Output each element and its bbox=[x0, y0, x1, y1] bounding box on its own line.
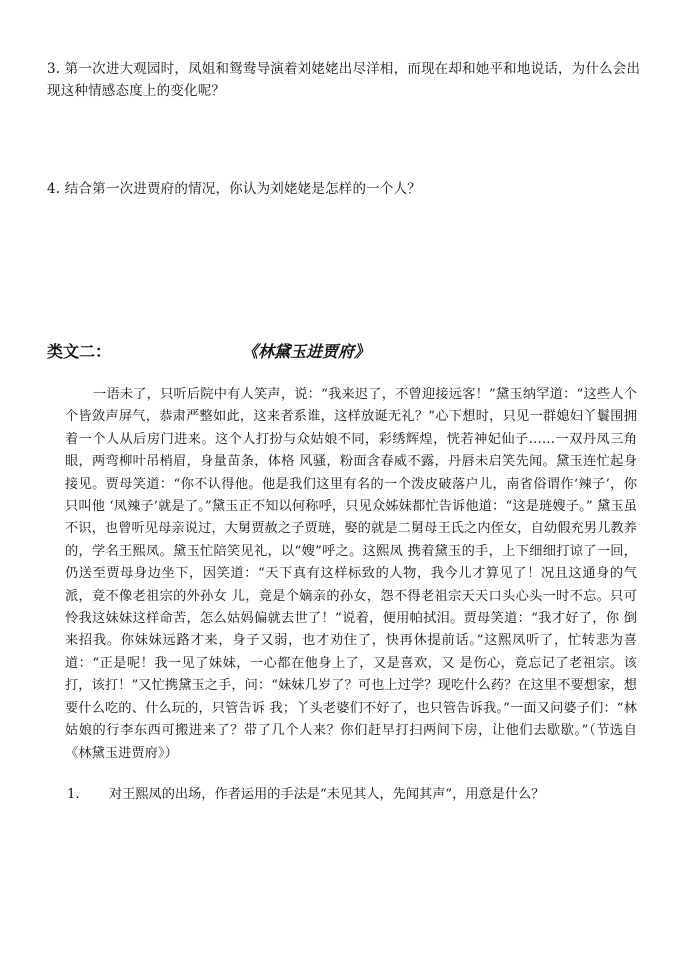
question-4: 4. 结合第一次进贾府的情况，你认为刘姥姥是怎样的一个人？ bbox=[47, 181, 421, 197]
section-label: 类文二： bbox=[47, 342, 112, 361]
sub-question-number: 1. bbox=[67, 787, 80, 802]
passage-text: 一语未了，只听后院中有人笑声，说：“我来迟了，不曾迎接远客！”黛玉纳罕道：“这些人个个皆敛声屏气，恭肃严整如此，这来者系谁，这样放诞无礼？”心下想时，只见一群媳妇丫鬟围拥着一个人从后房门进来。这个人打扮与众姑娘不同，彩绣辉煌，恍若神妃仙子……一双丹凤三角眼，两弯柳叶吊梢眉，身量苗条，体格 风骚，粉面含春威不露，丹唇未启笑先闻。黛玉连忙起身接见。贾母笑道：“你不认得他。他是我们这里有名的一个泼皮破落户儿，南省俗谓作‘辣子’，你只叫他 ‘凤辣子’就是了。”黛玉正不知以何称呼，只见众姊妹都忙告诉他道：“这是琏嫂子。” 黛玉虽不识，也曾听见母亲说过，大舅贾赦之子贾琏，娶的就是二舅母王氏之内侄女，自幼假充男儿教养的，学名王熙凤。黛玉忙陪笑见礼，以“嫂”呼之。这熙凤 携着黛玉的手，上下细细打谅了一回，仍送至贾母身边坐下，因笑道：“天下真有这样标致的人物，我今儿才算见了！况且这通身的气派，竟不像老祖宗的外孙女 儿，竟是个嫡亲的孙女，怨不得老祖宗天天口头心头一时不忘。只可怜我这妹妹这样命苦，怎么姑妈偏就去世了！”说着，便用帕拭泪。贾母笑道：“我才好了，你 倒来招我。你妹妹远路才来，身子又弱，也才劝住了，快再休提前话。”这熙凤听了，忙转悲为喜道：“正是呢！我一见了妹妹，一心都在他身上了，又是喜欢，又 是伤心，竟忘记了老祖宗。该打，该打！”又忙携黛玉之手，问：“妹妹几岁了？可也上过学？现吃什么药？在这里不要想家，想要什么吃的、什么玩的，只管告诉 我；丫头老婆们不好了，也只管告诉我。”一面又问婆子们：“林姑娘的行李东西可搬进来了？带了几个人来？你们赶早打扫两间下房，让他们去歇歇。”（节选自 《林黛玉进贾府》） bbox=[65, 387, 637, 761]
section-title: 《林黛玉进贾府》 bbox=[242, 342, 371, 361]
question-3: 3. 第一次进大观园时，凤姐和鸳鸯导演着刘姥姥出尽洋相，而现在却和她平和地说话，为什么会出现这种情感态度上的变化呢？ bbox=[47, 61, 641, 99]
sub-question-1 bbox=[65, 784, 645, 806]
section-heading bbox=[47, 338, 607, 366]
sub-question-text: 对王熙凤的出场，作者运用的手法是“未见其人，先闻其声”，用意是什么？ bbox=[109, 787, 545, 802]
